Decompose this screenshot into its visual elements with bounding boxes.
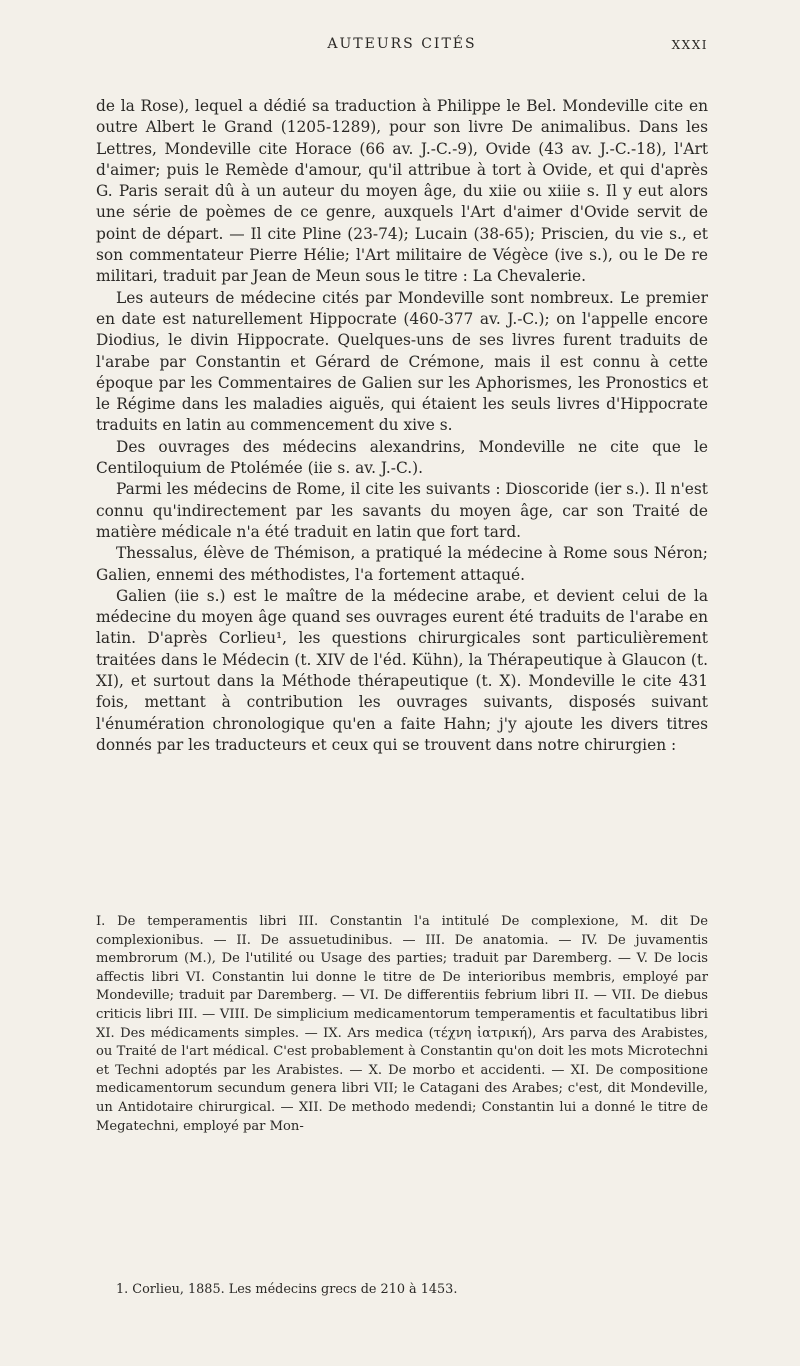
page-number: XXXI [671, 38, 708, 52]
footnote: 1. Corlieu, 1885. Les médecins grecs de 210 à 1453. [116, 1282, 458, 1297]
paragraph-galien: Galien (iie s.) est le maître de la médecine arabe, et devient celui de la médecine du moyen âge quand ses ouvrages eurent été traduits de l'arabe en latin. D'après Corlieu¹, les questions chirurgicales sont particulièrement traitées dans le Médecin (t. XIV de l'éd. Kühn), la Thérapeutique à Glaucon (t. XI), et surtout dans la Méthode thérapeutique (t. X). Mondeville le cite 431 fois, mettant à contribution les ouvrages suivants, disposés suivant l'énumération chronologique qu'en a faite Hahn; j'y ajoute les divers titres donnés par les traducteurs et ceux qui se trouvent dans notre chirurgien : [96, 586, 708, 754]
paragraph-alexandrians: Des ouvrages des médecins alexandrins, Mondeville ne cite que le Centiloquium de Ptolémée (iie s. av. J.-C.). [96, 437, 708, 478]
paragraph-medical-authors: Les auteurs de médecine cités par Mondeville sont nombreux. Le premier en date est naturellement Hippocrate (460-377 av. J.-C.); on l'appelle encore Diodius, le divin Hippocrate. Quelques-uns de ses livres furent traduits de l'arabe par Constantin et Gérard de Crémone, mais il est connu à cette époque par les Commentaires de Galien sur les Aphorismes, les Pronostics et le Régime dans les maladies aiguës, qui étaient les seuls livres d'Hippocrate traduits en latin au commencement du xive s. [96, 288, 708, 435]
paragraph-rome-physicians: Parmi les médecins de Rome, il cite les suivants : Dioscoride (ier s.). Il n'est connu qu'indirectement par les savants du moyen âge, car son Traité de matière médicale n'a été traduit en latin que fort tard. [96, 480, 708, 541]
main-text [96, 96, 708, 756]
paragraph-literary-authors: de la Rose), lequel a dédié sa traduction à Philippe le Bel. Mondeville cite en outre Albert le Grand (1205-1289), pour son livre De animalibus. Dans les Lettres, Mondeville cite Horace (66 av. J.-C.-9), Ovide (43 av. J.-C.-18), l'Art d'aimer; puis le Remède d'amour, qu'il attribue à tort à Ovide, et qui d'après G. Paris serait dû à un auteur du moyen âge, du xiie ou xiiie s. Il y eut alors une série de poèmes de ce genre, auxquels l'Art d'aimer d'Ovide servit de point de départ. — Il cite Pline (23-74); Lucain (38-65); Priscien, du vie s., et son commentateur Pierre Hélie; l'Art militaire de Végèce (ive s.), ou le De re militari, traduit par Jean de Meun sous le titre : La Chevalerie. [96, 97, 708, 286]
paragraph-thessalus: Thessalus, élève de Thémison, a pratiqué la médecine à Rome sous Néron; Galien, ennemi des méthodistes, l'a fortement attaqué. [96, 544, 708, 584]
page-header [96, 36, 708, 60]
running-head: AUTEURS CITÉS [327, 36, 477, 52]
works-list: I. De temperamentis libri III. Constantin l'a intitulé De complexione, M. dit De complexionibus. — II. De assuetudinibus. — III. De anatomia. — IV. De juvamentis membrorum (M.), De l'utilité ou Usage des parties; traduit par Daremberg. — V. De locis affectis libri VI. Constantin lui donne le titre de De interioribus membris, employé par Mondeville; traduit par Daremberg. — VI. De differentiis febrium libri II. — VII. De diebus criticis libri III. — VIII. De simplicium medicamentorum temperamentis et facultatibus libri XI. Des médicaments simples. — IX. Ars medica (τέχνη ἰατρική), Ars parva des Arabistes, ou Traité de l'art médical. C'est probablement à Constantin qu'on doit les mots Microtechni et Techni adoptés par les Arabistes. — X. De morbo et accidenti. — XI. De compositione medicamentorum secundum genera libri VII; le Catagani des Arabes; c'est, dit Mondeville, un Antidotaire chirurgical. — XII. De methodo medendi; Constantin lui a donné le titre de Megatechni, employé par Mon- [96, 914, 708, 1134]
